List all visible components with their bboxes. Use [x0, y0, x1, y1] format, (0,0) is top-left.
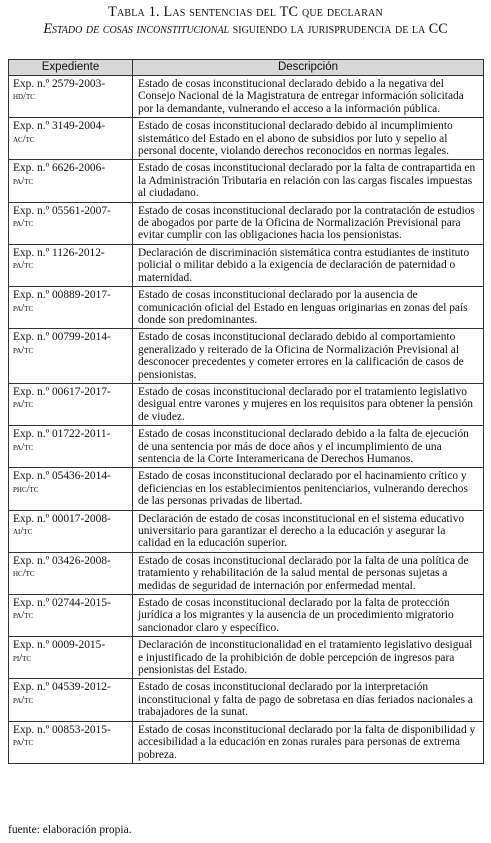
sentences-table — [8, 59, 484, 764]
header-row — [9, 60, 484, 76]
expediente-number: Exp. n.º 00853-2015- — [13, 723, 111, 736]
table-row — [9, 637, 484, 679]
table-row — [9, 679, 484, 721]
description-cell: Estado de cosas inconstitucional declarado por la falta de contrapartida en la Administración Tributaria en relación con las cargas fiscales impuestas al ciudadano. — [133, 160, 484, 202]
table-row — [9, 552, 484, 594]
expediente-cell — [9, 76, 133, 118]
description-cell: Estado de cosas inconstitucional declarado debido a la falta de ejecución de una sentencia por más de doce años y el incumplimiento de una sentencia de la Corte Interamericana de Derechos Humanos. — [133, 426, 484, 468]
expediente-number: Exp. n.º 03426-2008- — [13, 554, 111, 567]
expediente-suffix: pa/tc — [13, 175, 34, 187]
description-cell: Estado de cosas inconstitucional declarado por la interpretación inconstitucional y falta de pago de sobretasa en días feriados nacionales a trabajadores de la sunat. — [133, 679, 484, 721]
table-row — [9, 595, 484, 637]
description-cell: Declaración de inconstitucionalidad en el tratamiento legislativo desigual e injustificado de la prohibición de doble percepción de ingresos para pensionistas del Estado. — [133, 637, 484, 679]
table-row — [9, 426, 484, 468]
expediente-suffix: pa/tc — [13, 344, 34, 356]
expediente-suffix: pa/tc — [13, 737, 34, 749]
description-cell: Estado de cosas inconstitucional declarado por la ausencia de comunicación oficial del Estado en lenguas originarias en zonas del país donde son predominantes. — [133, 287, 484, 329]
table-caption — [0, 0, 491, 38]
expediente-suffix: pa/tc — [13, 302, 34, 314]
description-cell: Estado de cosas inconstitucional declarado debido a la negativa del Consejo Nacional de la Magistratura de entregar información solicitada por la demandante, vulnerando el acceso a la información pública. — [133, 76, 484, 118]
description-cell: Declaración de estado de cosas inconstitucional en el sistema educativo universitario para garantizar el derecho a la educación y asegurar la calidad en la educación superior. — [133, 510, 484, 552]
table-row — [9, 76, 484, 118]
expediente-cell — [9, 160, 133, 202]
expediente-suffix: pa/tc — [13, 610, 34, 622]
description-cell: Declaración de discriminación sistemática contra estudiantes de instituto policial o militar debido a la exigencia de declaración de paternidad o maternidad. — [133, 244, 484, 286]
expediente-cell — [9, 510, 133, 552]
expediente-number: Exp. n.º 1126-2012- — [13, 246, 105, 259]
expediente-suffix: ac/tc — [13, 133, 35, 145]
caption-line-1: Tabla 1. Las sentencias del TC que declaran — [108, 4, 383, 20]
expediente-suffix: pa/tc — [13, 218, 34, 230]
table-row — [9, 202, 484, 244]
expediente-suffix: pa/tc — [13, 441, 34, 453]
description-cell: Estado de cosas inconstitucional declarado por la falta de protección jurídica a los migrantes y la ausencia de un procedimiento migratorio sancionador claro y específico. — [133, 595, 484, 637]
table-body — [9, 76, 484, 764]
expediente-number: Exp. n.º 00799-2014- — [13, 331, 111, 344]
expediente-number: Exp. n.º 05436-2014- — [13, 470, 111, 483]
header-descripcion: Descripción — [133, 60, 484, 76]
expediente-number: Exp. n.º 02744-2015- — [13, 597, 111, 610]
header-expediente: Expediente — [9, 60, 133, 76]
caption-italic-part: Estado de cosas inconstitucional — [43, 21, 230, 37]
expediente-cell — [9, 426, 133, 468]
expediente-number: Exp. n.º 01722-2011- — [13, 428, 111, 441]
table-row — [9, 383, 484, 425]
description-cell: Estado de cosas inconstitucional declarado por el tratamiento legislativo desigual entre varones y mujeres en los requisitos para obtener la pensión de viudez. — [133, 383, 484, 425]
expediente-number: Exp. n.º 04539-2012- — [13, 681, 111, 694]
description-cell: Estado de cosas inconstitucional declarado por la contratación de estudios de abogados por parte de la Oficina de Normalización Previsional para evitar cumplir con las obligaciones hacia los pensionistas. — [133, 202, 484, 244]
expediente-cell — [9, 468, 133, 510]
expediente-number: Exp. n.º 2579-2003- — [13, 78, 106, 90]
expediente-cell — [9, 383, 133, 425]
description-cell: Estado de cosas inconstitucional declarado debido al comportamiento generalizado y reiterado de la Oficina de Normalización Previsional al desconocer precedentes y cometer errores en la calificación de casos de pensionistas. — [133, 329, 484, 384]
expediente-cell — [9, 244, 133, 286]
table-row — [9, 244, 484, 286]
expediente-number: Exp. n.º 0009-2015- — [13, 639, 106, 652]
expediente-suffix: pa/tc — [13, 260, 34, 272]
expediente-number: Exp. n.º 00017-2008- — [13, 512, 111, 525]
expediente-number: Exp. n.º 00617-2017- — [13, 385, 111, 398]
table-row — [9, 118, 484, 160]
expediente-cell — [9, 329, 133, 384]
expediente-cell — [9, 595, 133, 637]
description-cell: Estado de cosas inconstitucional declarado debido al incumplimiento sistemático del Estado en el abono de subsidios por luto y sepelio al personal docente, violando derechos reconocidos en normas legales. — [133, 118, 484, 160]
table-row — [9, 510, 484, 552]
description-cell: Estado de cosas inconstitucional declarado por la falta de una política de tratamiento y rehabilitación de la salud mental de personas sujetas a medidas de seguridad de internación por enfermedad mental. — [133, 552, 484, 594]
description-cell: Estado de cosas inconstitucional declarado por el hacinamiento crítico y deficiencias en los establecimientos penitenciarios, vulnerando derechos de las personas privadas de libertad. — [133, 468, 484, 510]
expediente-suffix: hd/tc — [13, 91, 35, 103]
caption-line-2 — [0, 21, 491, 38]
expediente-cell — [9, 637, 133, 679]
expediente-cell — [9, 679, 133, 721]
expediente-suffix: phc/tc — [13, 483, 39, 495]
expediente-suffix: pa/tc — [13, 694, 34, 706]
table-row — [9, 468, 484, 510]
expediente-cell — [9, 202, 133, 244]
expediente-number: Exp. n.º 05561-2007- — [13, 204, 111, 217]
expediente-suffix: pa/tc — [13, 399, 34, 411]
expediente-number: Exp. n.º 3149-2004- — [13, 120, 106, 133]
table-row — [9, 160, 484, 202]
expediente-number: Exp. n.º 6626-2006- — [13, 162, 106, 175]
expediente-cell — [9, 118, 133, 160]
description-cell: Estado de cosas inconstitucional declarado por la falta de disponibilidad y accesibilidad a la educación en zonas rurales para personas de extrema pobreza. — [133, 721, 484, 763]
source-note: fuente: elaboración propia. — [8, 824, 132, 836]
table-row — [9, 329, 484, 384]
table-row — [9, 287, 484, 329]
table-row — [9, 721, 484, 763]
expediente-suffix: hc/tc — [13, 568, 35, 580]
expediente-suffix: pi/tc — [13, 652, 32, 664]
expediente-cell — [9, 552, 133, 594]
expediente-cell — [9, 287, 133, 329]
expediente-number: Exp. n.º 00889-2017- — [13, 289, 111, 302]
caption-rest: siguiendo la jurisprudencia de la CC — [229, 21, 448, 37]
expediente-suffix: ai/tc — [13, 526, 33, 537]
expediente-cell — [9, 721, 133, 763]
